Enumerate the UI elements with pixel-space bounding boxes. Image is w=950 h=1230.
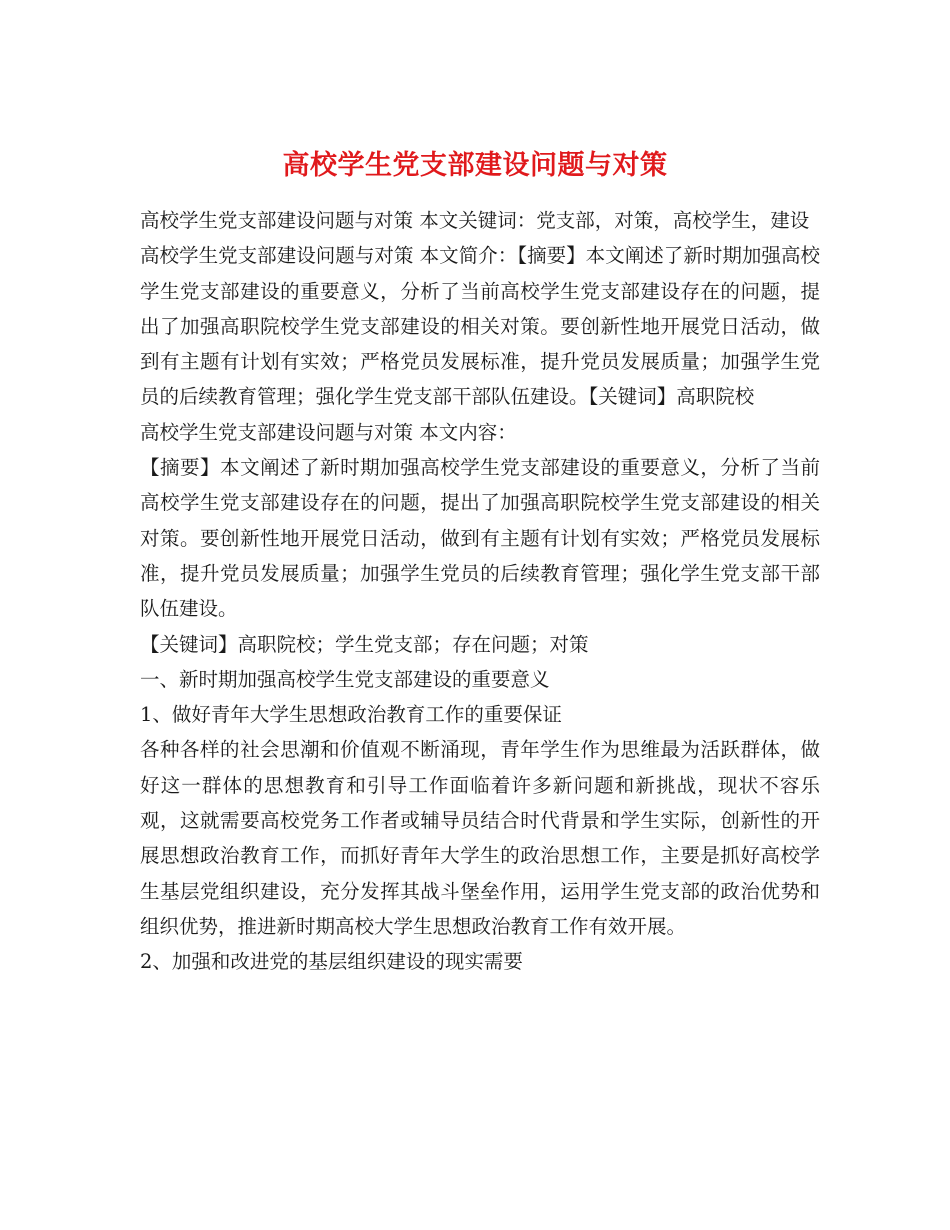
section-heading-1: 一、新时期加强高校学生党支部建设的重要意义: [140, 667, 550, 691]
content-heading: 高校学生党支部建设问题与对策 本文内容：: [140, 420, 517, 444]
keywords-paragraph: 【关键词】高职院校；学生党支部；存在问题；对策: [140, 632, 589, 656]
document-title: 高校学生党支部建设问题与对策: [282, 150, 668, 182]
body-paragraph: 各种各样的社会思潮和价值观不断涌现，青年学生作为思维最为活跃群体，做好这一群体的思想教育和引导工作面临着许多新问题和新挑战，现状不容乐观，这就需要高校党务工作者或辅导员结合时代背景和学生实际，创新性的开展思想政治教育工作，而抓好青年大学生的政治思想工作，主要是抓好高校学生基层党组织建设，充分发挥其战斗堡垒作用，运用学生党支部的政治优势和组织优势，推进新时期高校大学生思想政治教育工作有效开展。: [140, 738, 820, 938]
document-body: [140, 203, 820, 980]
subsection-heading-2: 2、加强和改进党的基层组织建设的现实需要: [140, 950, 523, 974]
summary-paragraph: 高校学生党支部建设问题与对策 本文简介：【摘要】本文阐述了新时期加强高校学生党支部建设的重要意义，分析了当前高校学生党支部建设存在的问题，提出了加强高职院校学生党支部建设的相关对策。要创新性地开展党日活动，做到有主题有计划有实效；严格党员发展标准，提升党员发展质量；加强学生党员的后续教育管理；强化学生党支部干部队伍建设。【关键词】高职院校: [140, 244, 820, 409]
abstract-paragraph: 【摘要】本文阐述了新时期加强高校学生党支部建设的重要意义，分析了当前高校学生党支部建设存在的问题，提出了加强高职院校学生党支部建设的相关对策。要创新性地开展党日活动，做到有主题有计划有实效；严格党员发展标准，提升党员发展质量；加强学生党员的后续教育管理；强化学生党支部干部队伍建设。: [140, 456, 820, 621]
subsection-heading-1: 1、做好青年大学生思想政治教育工作的重要保证: [140, 703, 562, 727]
keywords-line: 高校学生党支部建设问题与对策 本文关键词：党支部，对策，高校学生，建设: [140, 209, 810, 232]
